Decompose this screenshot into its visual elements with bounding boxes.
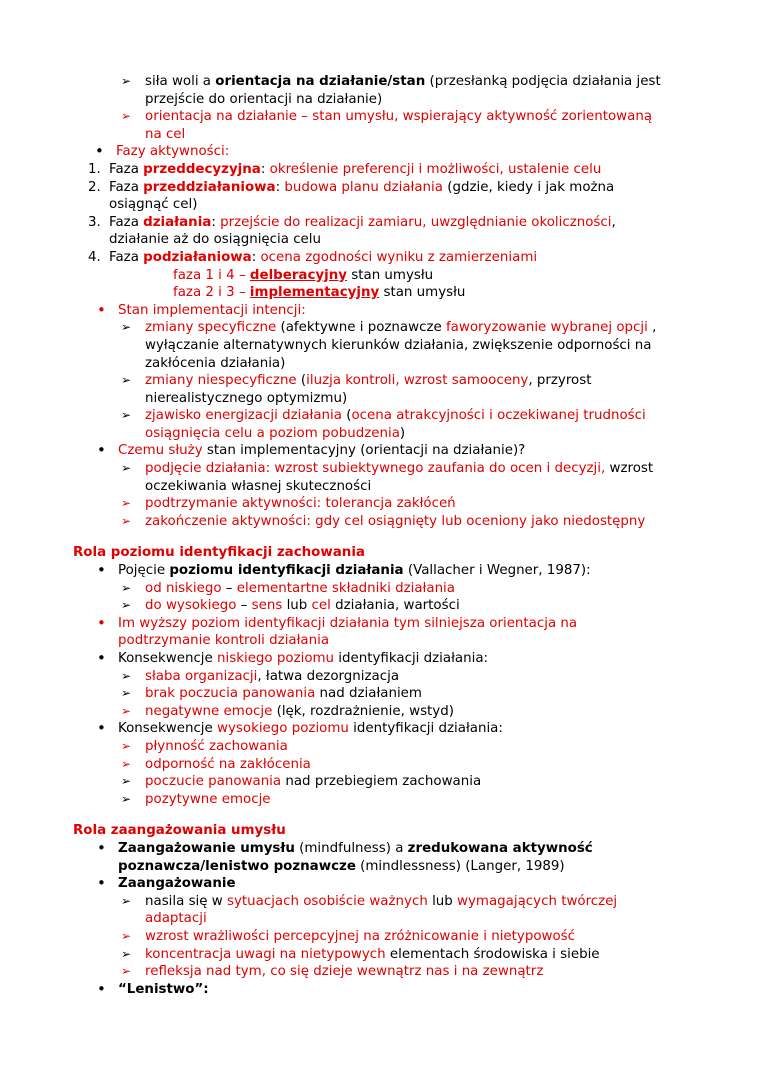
- list-item: ➢ poczucie panowania nad przebiegiem zachowania: [121, 774, 482, 790]
- numbered-item: 2. Faza przeddziałaniowa: budowa planu działania (gdzie, kiedy i jak można: [88, 179, 615, 195]
- bullet-icon: •: [97, 979, 106, 998]
- list-item: • Czemu służy stan implementacyjny (orientacji na działanie)?: [97, 441, 526, 460]
- arrow-bullet-icon: ➢: [121, 496, 132, 511]
- bullet-icon: •: [97, 613, 106, 632]
- section-heading: Rola zaangażowania umysłu: [73, 823, 286, 839]
- arrow-bullet-icon: ➢: [121, 946, 132, 961]
- arrow-bullet-icon: ➢: [121, 408, 132, 423]
- arrow-bullet-icon: ➢: [121, 74, 132, 88]
- list-item: ➢ płynność zachowania: [121, 738, 288, 754]
- list-item: • Im wyższy poziom identyfikacji działania tym silniejsza orientacja na: [97, 613, 578, 632]
- bullet-icon: •: [95, 142, 104, 161]
- list-item-continuation: nierealistycznego optymizmu): [145, 390, 348, 406]
- list-item-continuation: oczekiwania własnej skuteczności: [145, 478, 372, 494]
- numbered-item: 1. Faza przeddecyzyjna: określenie preferencji i możliwości, ustalenie celu: [88, 161, 602, 177]
- bullet-icon: •: [97, 649, 106, 667]
- numbered-item-continuation: osiągnąć cel): [109, 197, 198, 213]
- list-item: ➢ wzrost wrażliwości percepcyjnej na zróżnicowanie i nietypowość: [121, 928, 576, 944]
- arrow-bullet-icon: ➢: [121, 373, 132, 388]
- list-item: • Zaangażowanie umysłu (mindfulness) a zredukowana aktywność: [97, 838, 593, 857]
- bullet-icon: •: [97, 300, 106, 319]
- arrow-bullet-icon: ➢: [121, 703, 132, 718]
- list-item: • Stan implementacji intencji:: [97, 300, 306, 319]
- list-item: • Fazy aktywności:: [95, 142, 230, 161]
- list-item: ➢ słaba organizacji, łatwa dezorgnizacja: [121, 668, 400, 684]
- arrow-bullet-icon: ➢: [121, 580, 132, 595]
- list-item-continuation: podtrzymanie kontroli działania: [118, 633, 330, 649]
- list-item: ➢ siła woli a orientacja na działanie/stan (przesłanką podjęcia działania jest: [121, 74, 661, 89]
- arrow-bullet-icon: ➢: [121, 461, 132, 476]
- list-item: ➢ podjęcie działania: wzrost subiektywnego zaufania do ocen i decyzji, wzrost: [121, 461, 654, 477]
- arrow-bullet-icon: ➢: [121, 756, 132, 771]
- bullet-icon: •: [97, 441, 106, 460]
- numbered-item-continuation: działanie aż do osiągnięcia celu: [109, 232, 322, 248]
- arrow-bullet-icon: ➢: [121, 893, 132, 908]
- list-item: ➢ orientacja na działanie – stan umysłu, wspierający aktywność zorientowaną: [121, 109, 653, 125]
- section-heading: Rola poziomu identyfikacji zachowania: [73, 545, 365, 561]
- list-item: ➢ zjawisko energizacji działania (ocena atrakcyjności i oczekiwanej trudności: [121, 408, 646, 424]
- list-item: ➢ zakończenie aktywności: gdy cel osiągnięty lub oceniony jako niedostępny: [121, 513, 646, 529]
- list-item-continuation: osiągnięcia celu a poziom pobudzenia): [145, 425, 406, 441]
- bullet-icon: •: [97, 561, 106, 580]
- list-item: ➢ negatywne emocje (lęk, rozdrażnienie, wstyd): [121, 703, 454, 719]
- sub-line: faza 2 i 3 – implementacyjny stan umysłu: [173, 285, 466, 301]
- arrow-bullet-icon: ➢: [121, 109, 132, 124]
- list-item: • Konsekwencje niskiego poziomu identyfikacji działania:: [97, 649, 489, 667]
- list-item-continuation: poznawcza/lenistwo poznawcze (mindlessness) (Langer, 1989): [118, 858, 565, 874]
- list-item: ➢ koncentracja uwagi na nietypowych elementach środowiska i siebie: [121, 946, 600, 962]
- list-item: ➢ do wysokiego – sens lub cel działania, wartości: [121, 598, 460, 614]
- list-item-continuation: adaptacji: [145, 911, 207, 927]
- list-item: ➢ brak poczucia panowania nad działaniem: [121, 686, 422, 702]
- list-item: ➢ nasila się w sytuacjach osobiście ważnych lub wymagających twórczej: [121, 893, 618, 909]
- arrow-bullet-icon: ➢: [121, 513, 132, 528]
- arrow-bullet-icon: ➢: [121, 668, 132, 683]
- arrow-bullet-icon: ➢: [121, 791, 132, 806]
- arrow-bullet-icon: ➢: [121, 320, 132, 335]
- bullet-icon: •: [97, 874, 106, 893]
- arrow-bullet-icon: ➢: [121, 964, 132, 979]
- numbered-item: 3. Faza działania: przejście do realizacji zamiaru, uwzględnianie okoliczności,: [88, 214, 616, 230]
- arrow-bullet-icon: ➢: [121, 598, 132, 613]
- bullet-icon: •: [97, 719, 106, 738]
- sub-line: faza 1 i 4 – delberacyjny stan umysłu: [173, 267, 434, 283]
- document-page: [0, 73, 760, 998]
- list-item: • Konsekwencje wysokiego poziomu identyfikacji działania:: [97, 719, 503, 738]
- list-item: ➢ zmiany specyficzne (afektywne i poznawcze faworyzowanie wybranej opcji ,: [121, 320, 657, 336]
- list-item: ➢ zmiany niespecyficzne (iluzja kontroli, wzrost samooceny, przyrost: [121, 373, 592, 389]
- list-item: ➢ podtrzymanie aktywności: tolerancja zakłóceń: [121, 496, 456, 512]
- list-item: ➢ refleksja nad tym, co się dzieje wewnątrz nas i na zewnątrz: [121, 964, 544, 980]
- bullet-icon: •: [97, 838, 106, 857]
- list-item: • Zaangażowanie: [97, 874, 236, 893]
- arrow-bullet-icon: ➢: [121, 928, 132, 943]
- list-item: • Pojęcie poziomu identyfikacji działania (Vallacher i Wegner, 1987):: [97, 561, 591, 580]
- list-item-continuation: zakłócenia działania): [145, 355, 286, 371]
- numbered-item: 4. Faza podziałaniowa: ocena zgodności wyniku z zamierzeniami: [88, 249, 538, 265]
- list-item-continuation: na cel: [145, 126, 186, 142]
- list-item: ➢ odporność na zakłócenia: [121, 756, 311, 772]
- list-item: • “Lenistwo”:: [97, 979, 209, 998]
- arrow-bullet-icon: ➢: [121, 686, 132, 701]
- list-item-continuation: wyłączanie alternatywnych kierunków działania, zwiększenie odporności na: [145, 337, 652, 353]
- list-item-continuation: przejście do orientacji na działanie): [145, 91, 383, 107]
- list-item: ➢ od niskiego – elementartne składniki działania: [121, 580, 455, 596]
- arrow-bullet-icon: ➢: [121, 774, 132, 789]
- list-item: ➢ pozytywne emocje: [121, 791, 271, 807]
- arrow-bullet-icon: ➢: [121, 738, 132, 753]
